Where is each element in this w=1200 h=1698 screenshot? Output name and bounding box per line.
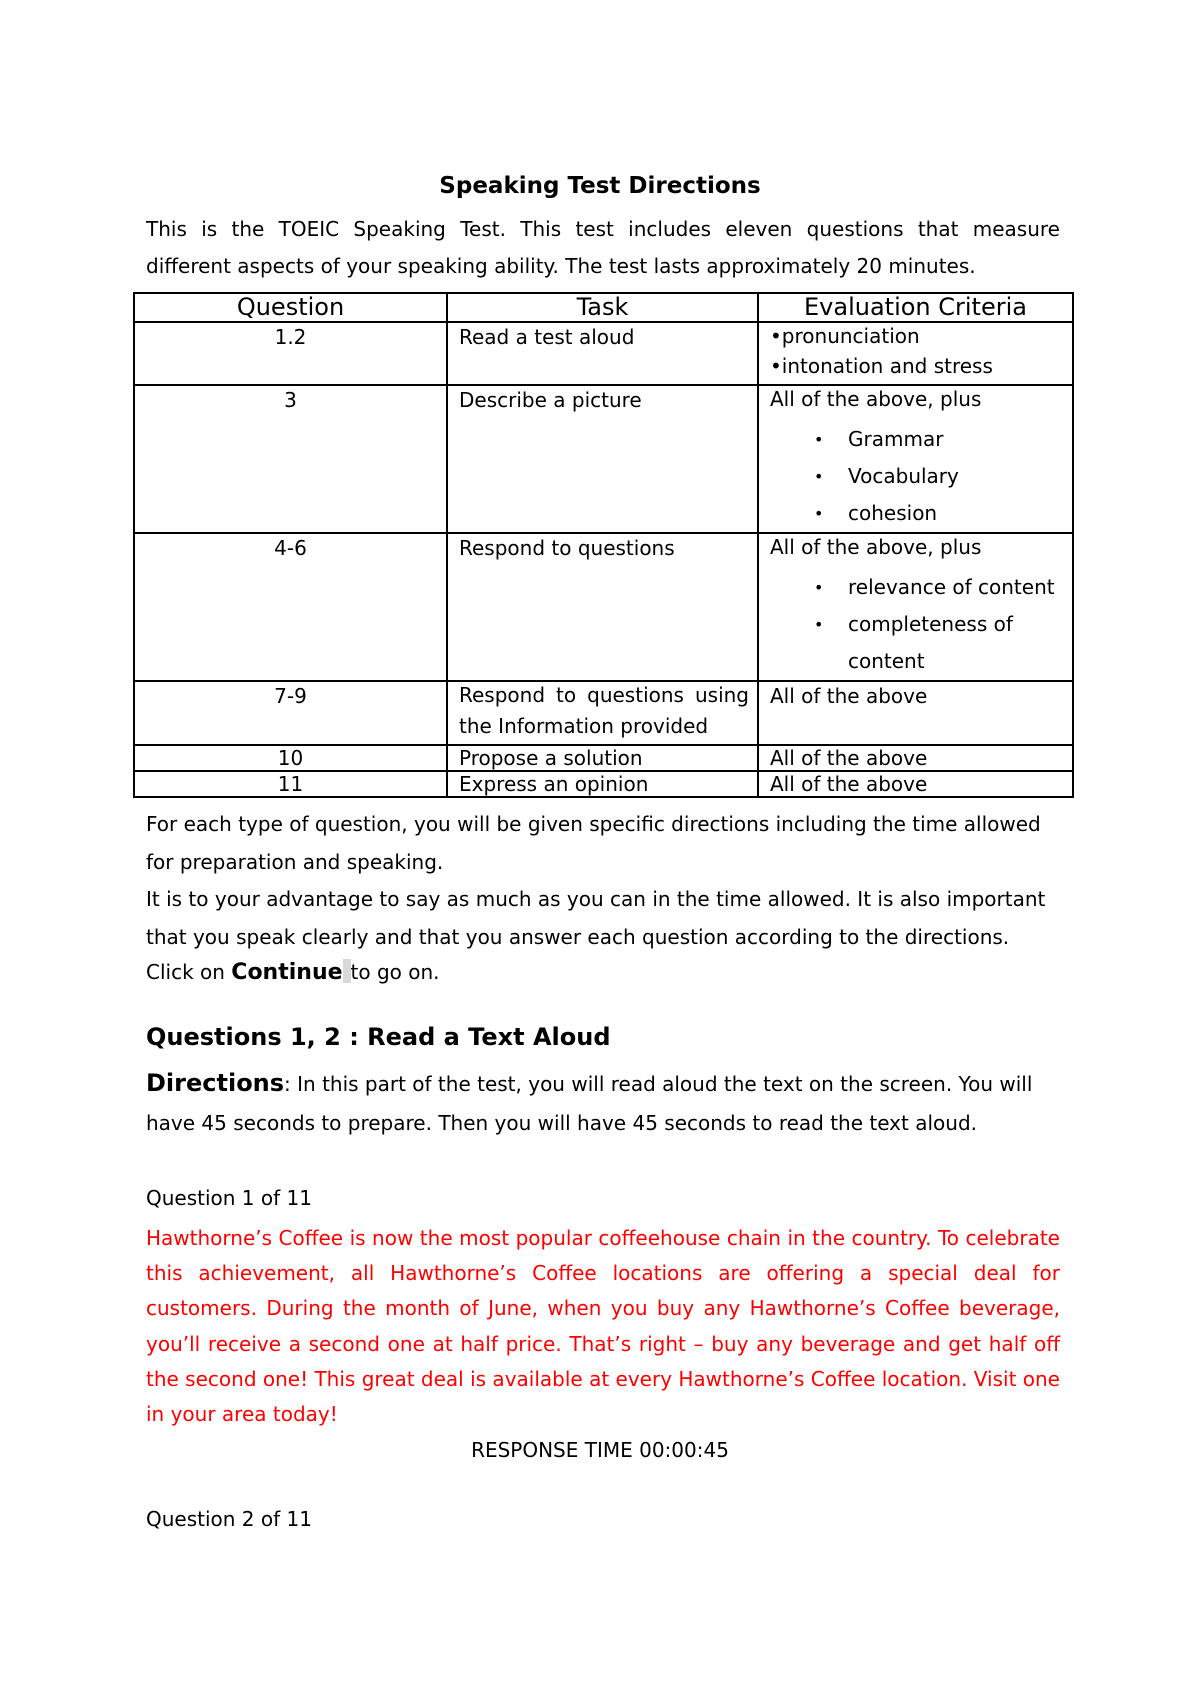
instructions-line: For each type of question, you will be given specific directions including the time allowed <box>146 812 1041 836</box>
task-cell: Express an opinion <box>447 771 758 797</box>
question-1-label: Question 1 of 11 <box>146 1186 312 1210</box>
bullet-icon: • <box>814 504 824 523</box>
question-cell: 7-9 <box>134 681 447 745</box>
criteria-bullet-continuation: content <box>848 649 925 673</box>
criteria-bullet: • relevance of content <box>770 569 1072 606</box>
question-cell: 3 <box>134 385 447 533</box>
section-heading: Questions 1, 2 : Read a Text Aloud <box>146 1023 611 1051</box>
bullet-icon: • <box>814 467 824 486</box>
task-cell: Respond to questions <box>447 533 758 681</box>
bullet-icon: • <box>814 615 824 634</box>
task-line-2: the Information provided <box>459 714 709 738</box>
header-criteria: Evaluation Criteria <box>758 293 1073 322</box>
criteria-list <box>770 569 1072 680</box>
intro-line-1: This is the TOEIC Speaking Test. This test includes eleven questions that measure <box>146 217 1060 241</box>
criteria-list <box>770 421 1072 532</box>
header-question: Question <box>134 293 447 322</box>
task-cell: Describe a picture <box>447 385 758 533</box>
criteria-cell <box>758 533 1073 681</box>
table-header-row <box>134 293 1073 322</box>
instructions-line: It is to your advantage to say as much as you can in the time allowed. It is also important <box>146 887 1046 911</box>
criteria-bullet: • cohesion <box>770 495 1072 532</box>
reading-passage: Hawthorne’s Coffee is now the most popular coffeehouse chain in the country. To celebrate this achievement, all Hawthorne’s Coffee locations are offering a special deal for customers. During the month of June, when you buy any Hawthorne’s Coffee beverage, you’ll receive a second one at half price. That’s right – buy any beverage and get half off the second one! This great deal is available at every Hawthorne’s Coffee location. Visit one in your area today! <box>146 1226 1060 1427</box>
continue-prefix: Click on <box>146 960 232 984</box>
question-cell: 1.2 <box>134 322 447 385</box>
table-row <box>134 322 1073 385</box>
response-time: RESPONSE TIME 00:00:45 <box>471 1438 729 1462</box>
continue-suffix: to go on. <box>350 960 440 984</box>
bullet-icon: • <box>814 578 824 597</box>
bullet-icon: • <box>814 430 824 449</box>
question-cell: 10 <box>134 745 447 771</box>
criteria-cell <box>758 385 1073 533</box>
instructions-line: for preparation and speaking. <box>146 849 444 874</box>
directions-text: : In this part of the test, you will read aloud the text on the screen. You will have 45 seconds to prepare. Then you will have 45 seconds to read the text aloud. <box>146 1072 1033 1135</box>
task-cell: Read a test aloud <box>447 322 758 385</box>
continue-instruction <box>146 957 440 988</box>
question-2-label: Question 2 of 11 <box>146 1507 312 1531</box>
table-row <box>134 385 1073 533</box>
criteria-cell: All of the above <box>758 681 1073 745</box>
criteria-lead: All of the above, plus <box>770 535 982 559</box>
instructions-paragraph <box>146 806 1060 956</box>
text-cursor-highlight <box>343 959 351 983</box>
criteria-bullet: • Grammar <box>770 421 1072 458</box>
task-cell <box>447 681 758 745</box>
directions-paragraph <box>146 1064 1060 1143</box>
criteria-bullet: • completeness of <box>770 606 1072 643</box>
task-cell: Propose a solution <box>447 745 758 771</box>
instructions-line: that you speak clearly and that you answer each question according to the directions. <box>146 924 1010 949</box>
intro-line-2: different aspects of your speaking ability. The test lasts approximately 20 minutes. <box>146 253 976 278</box>
criteria-cell: All of the above <box>758 771 1073 797</box>
table-row <box>134 745 1073 771</box>
table-row <box>134 771 1073 797</box>
table-row <box>134 533 1073 681</box>
continue-word: Continue <box>231 960 343 985</box>
header-task: Task <box>447 293 758 322</box>
criteria-bullet: • Vocabulary <box>770 458 1072 495</box>
intro-paragraph <box>146 211 1060 284</box>
task-line-1: Respond to questions using <box>459 683 749 707</box>
table-row <box>134 681 1073 745</box>
directions-label: Directions <box>146 1069 285 1097</box>
question-cell: 4-6 <box>134 533 447 681</box>
page-title: Speaking Test Directions <box>439 173 761 199</box>
criteria-item: •pronunciation <box>770 324 920 348</box>
criteria-item: •intonation and stress <box>770 354 993 378</box>
question-cell: 11 <box>134 771 447 797</box>
criteria-cell: All of the above <box>758 745 1073 771</box>
criteria-lead: All of the above, plus <box>770 387 982 411</box>
criteria-cell <box>758 322 1073 385</box>
evaluation-table <box>133 292 1074 798</box>
